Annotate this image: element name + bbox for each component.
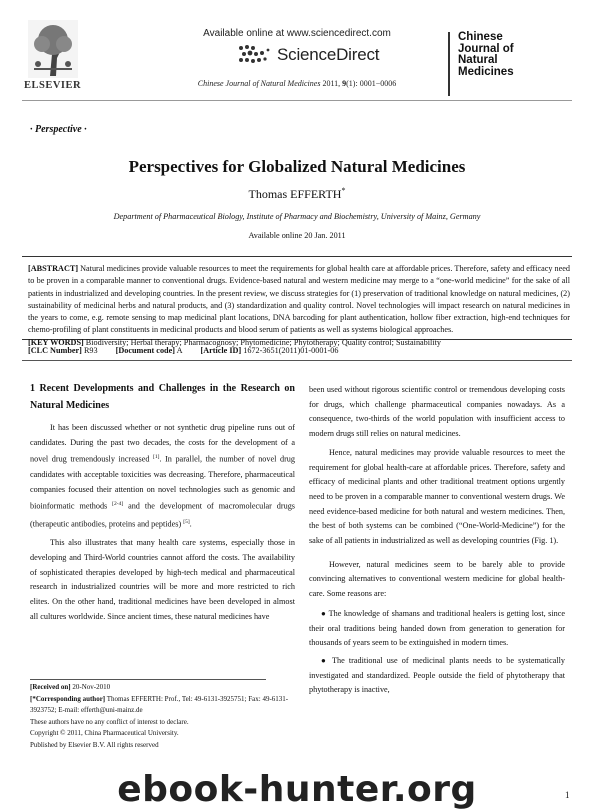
clc-value: R93 xyxy=(83,346,98,355)
left-column xyxy=(30,380,295,628)
bullet-item xyxy=(309,607,565,651)
article-id xyxy=(200,346,338,355)
body-paragraph: This also illustrates that many health care systems, especially those in developing and Third-World countries cannot afford the costs. The availability of sophisticated therapies developed by high-tech medical and pharmaceutical research in industrialized countries will be more and more restricted to rich elites. On the other hand, traditional medicines have been developed in almost all cultures worldwide. Since ancient times, these natural medicines have xyxy=(30,538,295,621)
body-paragraph xyxy=(30,421,295,532)
article-id-value: 1672-3651(2011)01-0001-06 xyxy=(243,346,339,355)
corresponding-details[interactable]: Thomas EFFERTH: Prof., Tel: 49-6131-3925751; Fax: 49-6131-3923752; E-mail: efferth@uni-mainz.de xyxy=(30,694,289,715)
publisher-note: Published by Elsevier B.V. All rights reserved xyxy=(30,740,159,749)
body-paragraph: Hence, natural medicines may provide valuable resources to meet the requirement for global health-care at affordable prices. Therefore, safety and efficacy of medicinal plants and other traditional treatment options urgently need to be proven in a comparable manner to conventional western drugs. We need evidence-based medicine for both natural and western medicines. Then, the best of both systems can be combined (“One-World-Medicine”) for the sake of all patients in industrialized as well as developing countries (Fig. 1). xyxy=(309,447,565,546)
corresponding-label: [*Corresponding author] xyxy=(30,694,106,703)
body-paragraph: However, natural medicines seem to be barely able to provide convincing alternatives to conventional western medicine for global health-care. Some reasons are: xyxy=(309,559,565,599)
sciencedirect-logo[interactable] xyxy=(237,44,379,66)
clc-number xyxy=(28,346,98,355)
footnote-divider xyxy=(30,679,266,680)
citation-ref[interactable]: [2-4] xyxy=(112,501,124,508)
article-title: Perspectives for Globalized Natural Medicines xyxy=(128,157,466,176)
bullet-icon: ● xyxy=(321,655,328,665)
online-date: Available online 20 Jan. 2011 xyxy=(248,231,346,240)
bullet-text: The knowledge of shamans and traditional healers is getting lost, since their oral traditions being handed down from generation to generation for thousands of years seem to be extinguished in modern times. xyxy=(309,608,565,648)
bullet-icon: ● xyxy=(321,608,327,618)
keywords-text: Biodiversity; Herbal therapy; Pharmacognosy; Phytomedicine; Phytotherapy; Quality control; Sustainability xyxy=(85,337,441,347)
clc-label: [CLC Number] xyxy=(28,346,82,355)
sciencedirect-wordmark: ScienceDirect xyxy=(277,45,380,64)
document-code xyxy=(116,346,183,355)
author-name[interactable]: Thomas EFFERTH xyxy=(248,187,342,201)
citation-ref[interactable]: [5] xyxy=(183,518,190,525)
section-label: · Perspective · xyxy=(30,124,87,135)
received-note xyxy=(30,682,295,694)
publisher-logo-text: ELSEVIER xyxy=(24,80,82,91)
doc-code-value: A xyxy=(176,346,183,355)
affiliation: Department of Pharmaceutical Biology, Institute of Pharmacy and Biochemistry, University of Mainz, Germany xyxy=(113,212,481,221)
journal-title-box xyxy=(448,32,568,96)
keywords-label: [KEY WORDS] xyxy=(28,337,84,347)
journal-box-line: Natural xyxy=(458,54,498,66)
bullet-item xyxy=(309,654,565,698)
received-date: 20-Nov-2010 xyxy=(72,683,111,691)
abstract-text: Natural medicines provide valuable resources to meet the requirements for global health care at affordable prices. Therefore, safety and efficacy need to be proven in a comparable manner to conventional drugs. Evidence-based natural and western medicine may merge to a “one-world medicine” for the sake of all patients in industrialized and developing countries. In the present review, we discuss strategies for (1) preservation of traditional knowledge on natural medicines, (2) sustainability of medicinal herbs and natural products, and (3) standardization and quality control. Novel technologies will impact research on natural medicines in the years to come, e.g. remote sensing to map medicinal plant locations, DNA barcoding for plant authentication, hollow fiber extraction, high-end techniques for chemo-profiling of plant constituents in medicinal products and blood serum of patients as well as systems biological approaches. xyxy=(28,264,571,335)
watermark: ebook-hunter.org xyxy=(117,769,477,810)
conflict-note: These authors have no any conflict of interest to declare. xyxy=(30,717,189,726)
journal-box-line: Journal of xyxy=(458,42,514,55)
right-column xyxy=(309,383,565,701)
section-heading: 1 Recent Developments and Challenges in the Research on Natural Medicines xyxy=(30,383,295,411)
journal-year: 2011, xyxy=(322,79,341,88)
corresponding-note xyxy=(30,694,295,717)
text-run: and the development of macromolecular drugs (therapeutic antibodies, proteins and peptides) xyxy=(30,501,295,529)
journal-pages: (1): 0001−0006 xyxy=(346,79,397,88)
text-run: . In parallel, the number of novel drug candidates with acceptable toxicities was decreasing. Therefore, pharmaceutical companies focused their attention on novel technologies such as genomic and bioinformatic methods xyxy=(30,455,295,511)
author-line xyxy=(0,186,594,202)
received-label: [Received on] xyxy=(30,683,71,691)
journal-volume: 9 xyxy=(342,79,347,88)
bullet-text: The traditional use of medicinal plants needs to be systematically investigated and standardized. People outside the field of phytotherapy that phytotherapy is inactive, xyxy=(309,655,565,695)
sciencedirect-dots-icon xyxy=(237,44,273,66)
journal-name: Chinese Journal of Natural Medicines xyxy=(197,79,321,88)
text-run: It has been discussed whether or not synthetic drug pipeline runs out of candidates. During the past two decades, the costs for the development of a novel drug tremendously increased xyxy=(30,423,295,465)
copyright-note: Copyright © 2011, China Pharmaceutical University. xyxy=(30,729,179,738)
abstract-divider xyxy=(22,360,572,361)
journal-box-line: Chinese xyxy=(458,31,503,43)
doc-code-label: [Document code] xyxy=(115,346,175,355)
article-id-label: [Article ID] xyxy=(200,346,242,355)
footnotes xyxy=(30,682,295,752)
corresponding-mark: * xyxy=(341,186,346,195)
abstract-label: [ABSTRACT] xyxy=(28,264,79,273)
classification-row xyxy=(28,346,338,355)
body-paragraph: been used without rigorous scientific control or tremendous developing costs for drugs, which challenge pharmaceutical companies nowadays. As a consequence, two-thirds of the world population with insufficient access to modern drugs still relies on natural medicines. xyxy=(309,385,565,439)
available-online-banner[interactable]: Available online at www.sciencedirect.com xyxy=(203,28,391,39)
text-run: . xyxy=(189,519,192,529)
page-number: 1 xyxy=(565,790,570,800)
citation-ref[interactable]: [1] xyxy=(153,454,160,461)
abstract-paragraph xyxy=(28,263,570,337)
abstract-box xyxy=(22,256,572,347)
journal-box-line: Medicines xyxy=(458,65,514,78)
header-divider xyxy=(22,100,572,101)
